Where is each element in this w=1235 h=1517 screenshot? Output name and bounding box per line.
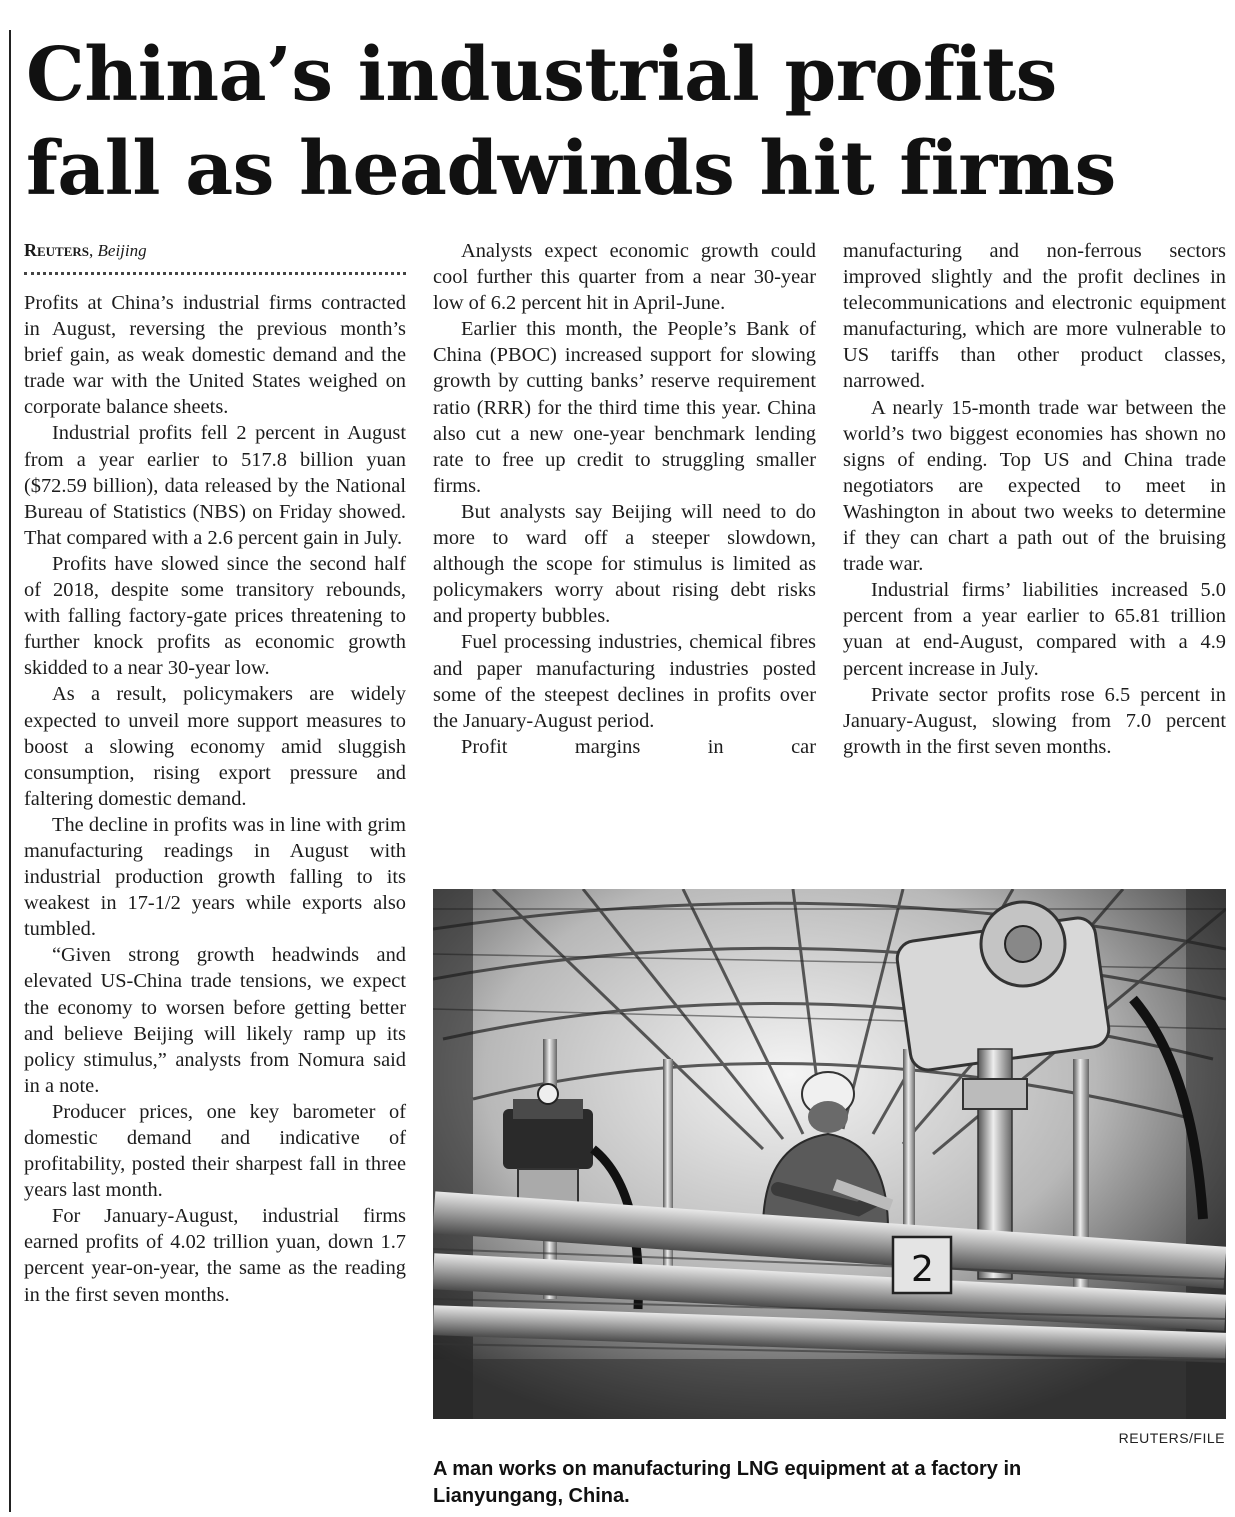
- headline: [26, 28, 1226, 216]
- byline-agency: Reuters: [24, 240, 90, 260]
- byline-dotted-divider: [24, 272, 406, 275]
- paragraph: Fuel processing industries, chemical fibres and paper manufacturing industries posted some of the steepest declines in profits over the January-August period.: [433, 631, 816, 732]
- byline-city: Beijing: [97, 241, 147, 260]
- paragraph: Private sector profits rose 6.5 percent in January-August, slowing from 7.0 percent growth in the first seven months.: [843, 683, 1226, 758]
- gauge-label: 2: [911, 1249, 934, 1290]
- byline: Reuters, Beijing: [24, 240, 147, 260]
- paragraph-continued: manufacturing and non-ferrous sectors improved slightly and the profit declines in telecommunications and electronic equipment manufacturing, which are more vulnerable to US tariffs than other product classes, narrowed.: [843, 240, 1226, 393]
- paragraph: Producer prices, one key barometer of domestic demand and indicative of profitability, posted their sharpest fall in three years last month.: [24, 1100, 406, 1202]
- paragraph: Analysts expect economic growth could cool further this quarter from a near 30-year low of 6.2 percent hit in April-June.: [433, 240, 816, 315]
- headline-line-1: China’s industrial profits: [26, 32, 1057, 118]
- paragraph: “Given strong growth headwinds and elevated US-China trade tensions, we expect the economy to worsen before getting better and believe Beijing will likely ramp up its policy stimulus,” analysts from Nomura said in a note.: [24, 944, 406, 1097]
- paragraph: As a result, policymakers are widely expected to unveil more support measures to boost a slowing economy amid sluggish consumption, rising export pressure and faltering domestic demand.: [24, 683, 406, 810]
- paragraph: Earlier this month, the People’s Bank of China (PBOC) increased support for slowing growth by cutting banks’ reserve requirement ratio (RRR) for the third time this year. China also cut a new one-year benchmark lending rate to free up credit to struggling smaller firms.: [433, 318, 816, 497]
- news-photo: [433, 889, 1226, 1419]
- paragraph: For January-August, industrial firms earned profits of 4.02 trillion yuan, down 1.7 percent year-on-year, the same as the reading in the first seven months.: [24, 1205, 406, 1306]
- paragraph: Profits have slowed since the second half of 2018, despite some transitory rebounds, with falling factory-gate prices threatening to further knock profits as economic growth skidded to a near 30-year low.: [24, 552, 406, 680]
- paragraph: Profits at China’s industrial firms contracted in August, reversing the previous month’s brief gain, as weak domestic demand and the trade war with the United States weighed on corporate balance sheets.: [24, 292, 406, 419]
- factory-photo-illustration: [433, 889, 1226, 1419]
- paragraph: Industrial profits fell 2 percent in August from a year earlier to 517.8 billion yuan ($72.59 billion), data released by the National Bureau of Statistics (NBS) on Friday showed. That compared with a 2.6 percent gain in July.: [24, 422, 406, 549]
- article-column-3: [843, 238, 1226, 760]
- photo-caption: A man works on manufacturing LNG equipment at a factory in Lianyungang, China.: [433, 1458, 1022, 1507]
- paragraph: The decline in profits was in line with grim manufacturing readings in August with industrial production growth falling to its weakest in 17-1/2 years while exports also tumbled.: [24, 813, 406, 941]
- paragraph: Industrial firms’ liabilities increased 5.0 percent from a year earlier to 65.81 trillion yuan at end-August, compared with a 4.9 percent increase in July.: [843, 579, 1226, 680]
- photo-credit: REUTERS/FILE: [1118, 1430, 1225, 1446]
- article-column-2: [433, 238, 816, 760]
- article-column-1: [24, 290, 406, 1308]
- paragraph: But analysts say Beijing will need to do more to ward off a steeper slowdown, although the scope for stimulus is limited as policymakers worry about rising debt risks and property bubbles.: [433, 500, 816, 628]
- left-column-rule: [9, 30, 11, 1512]
- headline-line-2: fall as headwinds hit firms: [26, 126, 1116, 212]
- paragraph: Profit margins in car: [461, 735, 816, 758]
- paragraph: A nearly 15-month trade war between the world’s two biggest economies has shown no signs of ending. Top US and China trade negotiators are expected to meet in Washington in about two weeks to determine if they can chart a path out of the bruising trade war.: [843, 396, 1226, 576]
